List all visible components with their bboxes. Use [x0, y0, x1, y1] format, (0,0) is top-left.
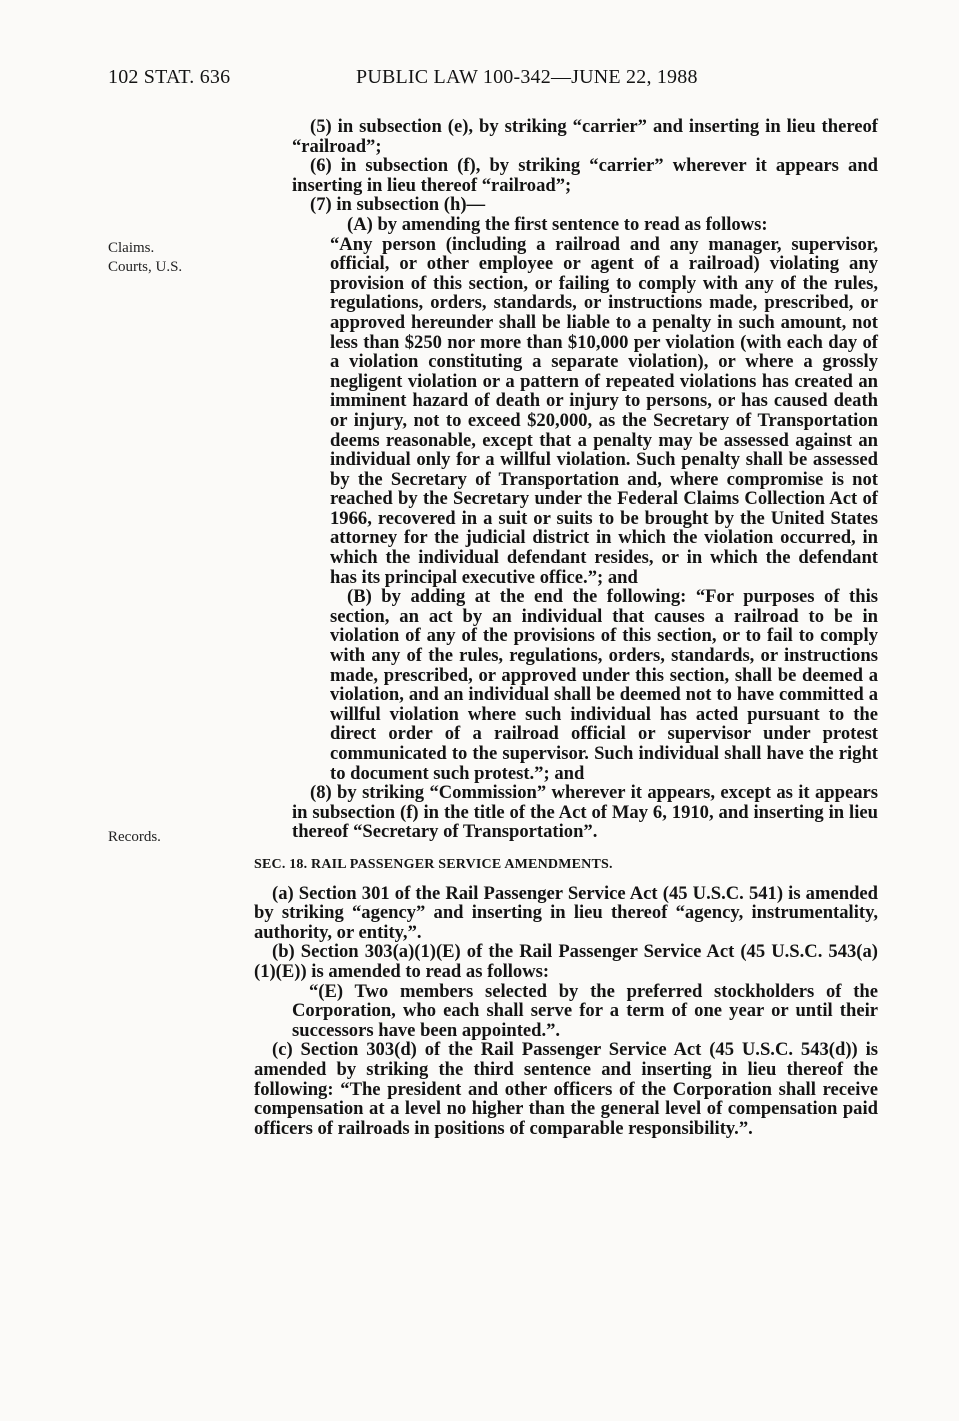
- paragraph-6: (6) in subsection (f), by striking “carrier” wherever it appears and inserting in lieu thereof “railroad”;: [292, 155, 878, 196]
- section-18-c: (c) Section 303(d) of the Rail Passenger Service Act (45 U.S.C. 543(d)) is amended by striking the third sentence and inserting in lieu thereof the following: “The president and other officers of the Corporation shall receive compensation at a level no higher than the general level of compensation paid officers of railroads in positions of comparable responsibility.”.: [254, 1039, 878, 1139]
- margin-note-claims-line2: Courts, U.S.: [108, 259, 183, 275]
- paragraph-5: (5) in subsection (e), by striking “carrier” and inserting in lieu thereof “railroad”;: [292, 116, 878, 157]
- paragraph-8: (8) by striking “Commission” wherever it appears, except as it appears in subsection (f) in the title of the Act of May 6, 1910, and inserting in lieu thereof “Secretary of Transportation”.: [292, 782, 878, 843]
- section-18-b-quote: “(E) Two members selected by the preferred stockholders of the Corporation, who each shall serve for a term of one year or until their successors have been appointed.”.: [292, 980, 878, 1041]
- margin-note-claims-line1: Claims.: [108, 240, 155, 256]
- margin-note-records: Records.: [108, 829, 161, 845]
- paragraph-7: (7) in subsection (h)—: [310, 194, 486, 216]
- public-law-title: PUBLIC LAW 100-342—JUNE 22, 1988: [356, 66, 698, 88]
- subparagraph-b: (B) by adding at the end the following: “For purposes of this section, an act by an individual that causes a railroad to be in violation of any of the provisions of this section, or to fail to comply with any of the rules, regulations, orders, standards, or instructions made, prescribed, or approved under this section, shall be deemed a violation, and an individual shall be deemed not to have committed a willful violation where such individual has acted pursuant to the direct order of a railroad official or supervisor under protest communicated to the supervisor. Such individual shall have the right to document such protest.”; and: [330, 586, 878, 784]
- section-18-b: (b) Section 303(a)(1)(E) of the Rail Passenger Service Act (45 U.S.C. 543(a)(1)(E)) is amended to read as follows:: [254, 941, 878, 982]
- margin-note-claims: [108, 239, 182, 277]
- page-header: [0, 66, 959, 96]
- subparagraph-a-lead: (A) by amending the first sentence to read as follows:: [347, 213, 768, 235]
- subparagraph-a-quote: “Any person (including a railroad and any manager, supervisor, official, or other employee or agent of a railroad) violating any provision of this section, or failing to comply with any of the rules, regulations, orders, standards, or instructions made, prescribed, or approved hereunder shall be liable to a penalty in such amount, not less than $250 nor more than $10,000 per violation (with each day of a violation constituting a separate violation), or where a grossly negligent violation or a pattern of repeated violations has created an imminent hazard of death or injury to persons, or has caused death or injury, not to exceed $20,000, as the Secretary of Transportation deems reasonable, except that a penalty may be assessed against an individual only for a willful violation. Such penalty shall be assessed by the Secretary of Transportation and, where compromise is not reached by the Secretary under the Federal Claims Collection Act of 1966, recovered in a suit or suits to be brought by the United States attorney for the judicial district in which the violation occurred, in which the individual defendant resides, or in which the defendant has its principal executive office.”; and: [330, 233, 878, 588]
- statute-page-number: 102 STAT. 636: [108, 66, 231, 88]
- section-18-a: (a) Section 301 of the Rail Passenger Service Act (45 U.S.C. 541) is amended by striking “agency” and inserting in lieu thereof “agency, instrumentality, authority, or entity,”.: [254, 882, 878, 943]
- document-body: [254, 117, 878, 1138]
- section-heading: SEC. 18. RAIL PASSENGER SERVICE AMENDMENTS.: [254, 856, 613, 872]
